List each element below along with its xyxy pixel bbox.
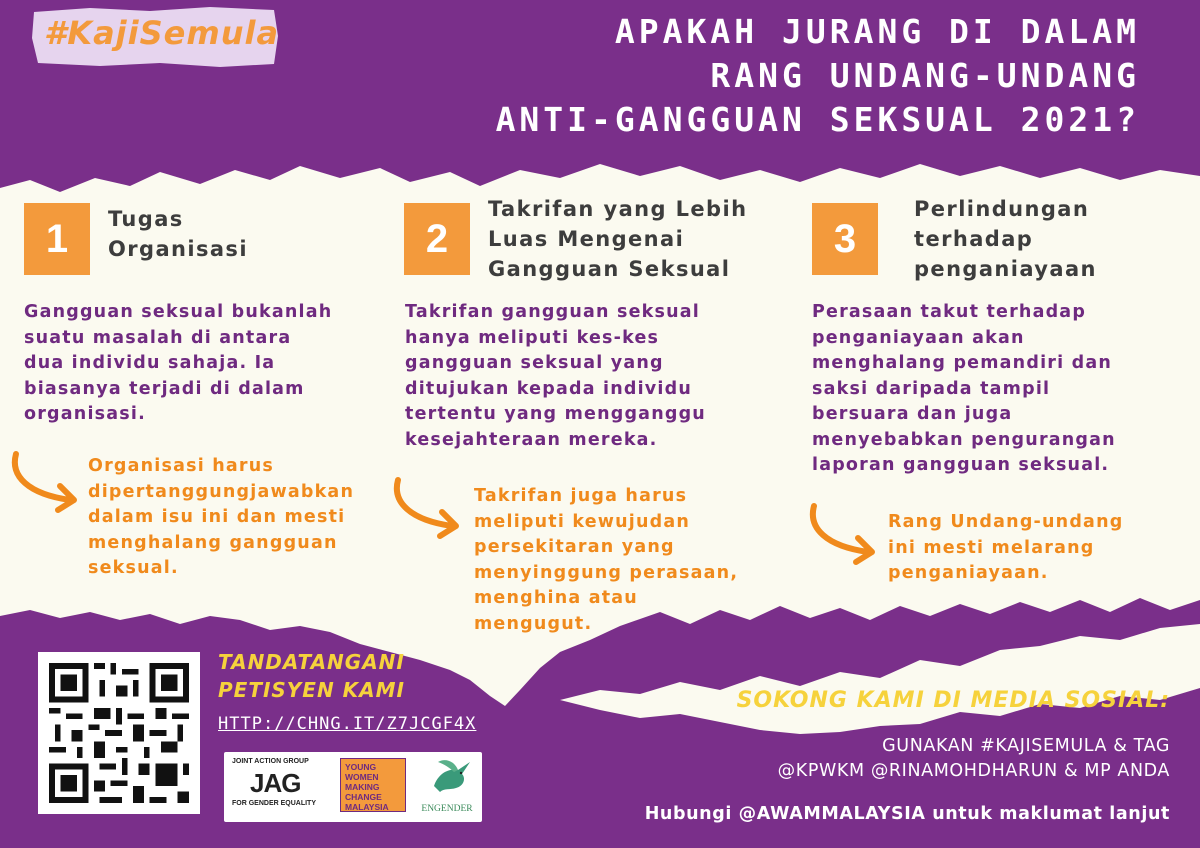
engender-logo xyxy=(414,756,480,818)
highlight-line: dalam isu ini dan mesti xyxy=(88,507,346,527)
jag-logo-top: JOINT ACTION GROUP xyxy=(232,758,309,765)
jag-logo: JAG xyxy=(250,768,301,798)
highlight-line: seksual. xyxy=(88,558,179,578)
highlight-line: menghalang gangguan xyxy=(88,532,338,553)
body-line: kesejahteraan mereka. xyxy=(405,429,658,450)
column-2-highlight xyxy=(474,484,738,637)
body-line: gangguan seksual yang xyxy=(405,353,664,373)
column-1-heading xyxy=(108,204,248,264)
ywm-line: MAKING xyxy=(345,782,380,792)
social-instructions xyxy=(778,734,1170,784)
petition-qr-code[interactable] xyxy=(38,652,200,814)
heading-line: penganiayaan xyxy=(914,257,1097,281)
body-line: dua individu sahaja. Ia xyxy=(24,353,276,373)
ywm-line: WOMEN xyxy=(345,772,379,782)
ywmcm-logo xyxy=(340,758,406,812)
body-line: tertentu yang mengganggu xyxy=(405,404,706,424)
body-line: menyebabkan pengurangan xyxy=(812,429,1116,450)
heading-line: Takrifan yang Lebih xyxy=(488,197,748,221)
ywm-line: YOUNG xyxy=(345,762,377,772)
social-heading: SOKONG KAMI DI MEDIA SOSIAL: xyxy=(736,688,1170,713)
heading-line: Luas Mengenai xyxy=(488,227,685,251)
heading-line: Tugas xyxy=(108,207,184,231)
title-line-2: RANG UNDANG-UNDANG xyxy=(710,56,1140,95)
page-title xyxy=(496,10,1140,142)
ywm-line: CHANGE xyxy=(345,792,382,802)
body-line: hanya meliputi kes-kes xyxy=(405,327,660,348)
petition-line: PETISYEN KAMI xyxy=(218,678,405,702)
social-line: @KPWKM @RINAMOHDHARUN & MP ANDA xyxy=(777,761,1170,781)
body-line: laporan gangguan seksual. xyxy=(812,455,1110,475)
column-3-number: 3 xyxy=(812,203,878,275)
body-line: Perasaan takut terhadap xyxy=(812,302,1087,322)
column-2-heading xyxy=(488,194,747,284)
highlight-line: Takrifan juga harus xyxy=(474,486,688,506)
hashtag-text: #KajiSemula xyxy=(44,14,280,52)
column-2-number: 2 xyxy=(404,203,470,275)
title-line-1: APAKAH JURANG DI DALAM xyxy=(614,12,1140,51)
hummingbird-icon xyxy=(414,756,480,802)
highlight-line: persekitaran yang xyxy=(474,537,675,557)
engender-text: ENGENDER xyxy=(421,804,473,814)
body-line: Gangguan seksual bukanlah xyxy=(24,302,333,322)
column-3-highlight xyxy=(888,510,1123,587)
heading-line: Organisasi xyxy=(108,237,248,261)
column-3-body xyxy=(812,300,1116,479)
curved-arrow-icon xyxy=(806,498,886,568)
contact-text: Hubungi @AWAMMALAYSIA untuk maklumat lanjut xyxy=(644,804,1170,824)
partner-logos xyxy=(224,752,482,822)
body-line: ditujukan kepada individu xyxy=(405,378,692,399)
body-line: biasanya terjadi di dalam xyxy=(24,378,305,399)
social-line: GUNAKAN #KAJISEMULA & TAG xyxy=(882,736,1170,756)
ywm-line: MALAYSIA xyxy=(345,802,389,812)
title-line-3: ANTI-GANGGUAN SEKSUAL 2021? xyxy=(495,100,1140,139)
body-line: menghalang pemandiri dan xyxy=(812,353,1112,373)
column-1-body xyxy=(24,300,332,428)
hashtag-banner xyxy=(30,6,280,68)
column-3-heading xyxy=(914,194,1097,284)
qr-code-icon xyxy=(38,652,200,814)
body-line: organisasi. xyxy=(24,404,146,424)
body-line: bersuara dan juga xyxy=(812,404,1013,424)
highlight-line: menyinggung perasaan, xyxy=(474,562,739,583)
jag-logo-bottom: FOR GENDER EQUALITY xyxy=(232,800,317,807)
highlight-line: ini mesti melarang xyxy=(888,537,1095,558)
heading-line: Perlindungan xyxy=(914,197,1090,221)
body-line: suatu masalah di antara xyxy=(24,327,292,348)
column-1-highlight xyxy=(88,454,354,582)
highlight-line: Organisasi harus xyxy=(88,456,275,476)
petition-heading xyxy=(218,648,405,704)
highlight-line: dipertanggungjawabkan xyxy=(88,481,355,502)
highlight-line: mengugut. xyxy=(474,613,593,634)
body-line: penganiayaan akan xyxy=(812,327,1025,348)
heading-line: Gangguan Seksual xyxy=(488,257,731,281)
column-2-body xyxy=(405,300,706,453)
curved-arrow-icon xyxy=(8,446,88,516)
petition-line: TANDATANGANI xyxy=(218,650,405,674)
petition-link[interactable]: HTTP://CHNG.IT/Z7JCGF4X xyxy=(218,714,477,734)
column-1-number: 1 xyxy=(24,203,90,275)
body-line: Takrifan gangguan seksual xyxy=(405,302,701,322)
highlight-line: Rang Undang-undang xyxy=(888,512,1124,532)
highlight-line: meliputi kewujudan xyxy=(474,511,691,532)
curved-arrow-icon xyxy=(390,472,470,542)
heading-line: terhadap xyxy=(914,227,1034,251)
highlight-line: menghina atau xyxy=(474,588,638,608)
highlight-line: penganiayaan. xyxy=(888,563,1049,583)
body-line: saksi daripada tampil xyxy=(812,378,1051,399)
